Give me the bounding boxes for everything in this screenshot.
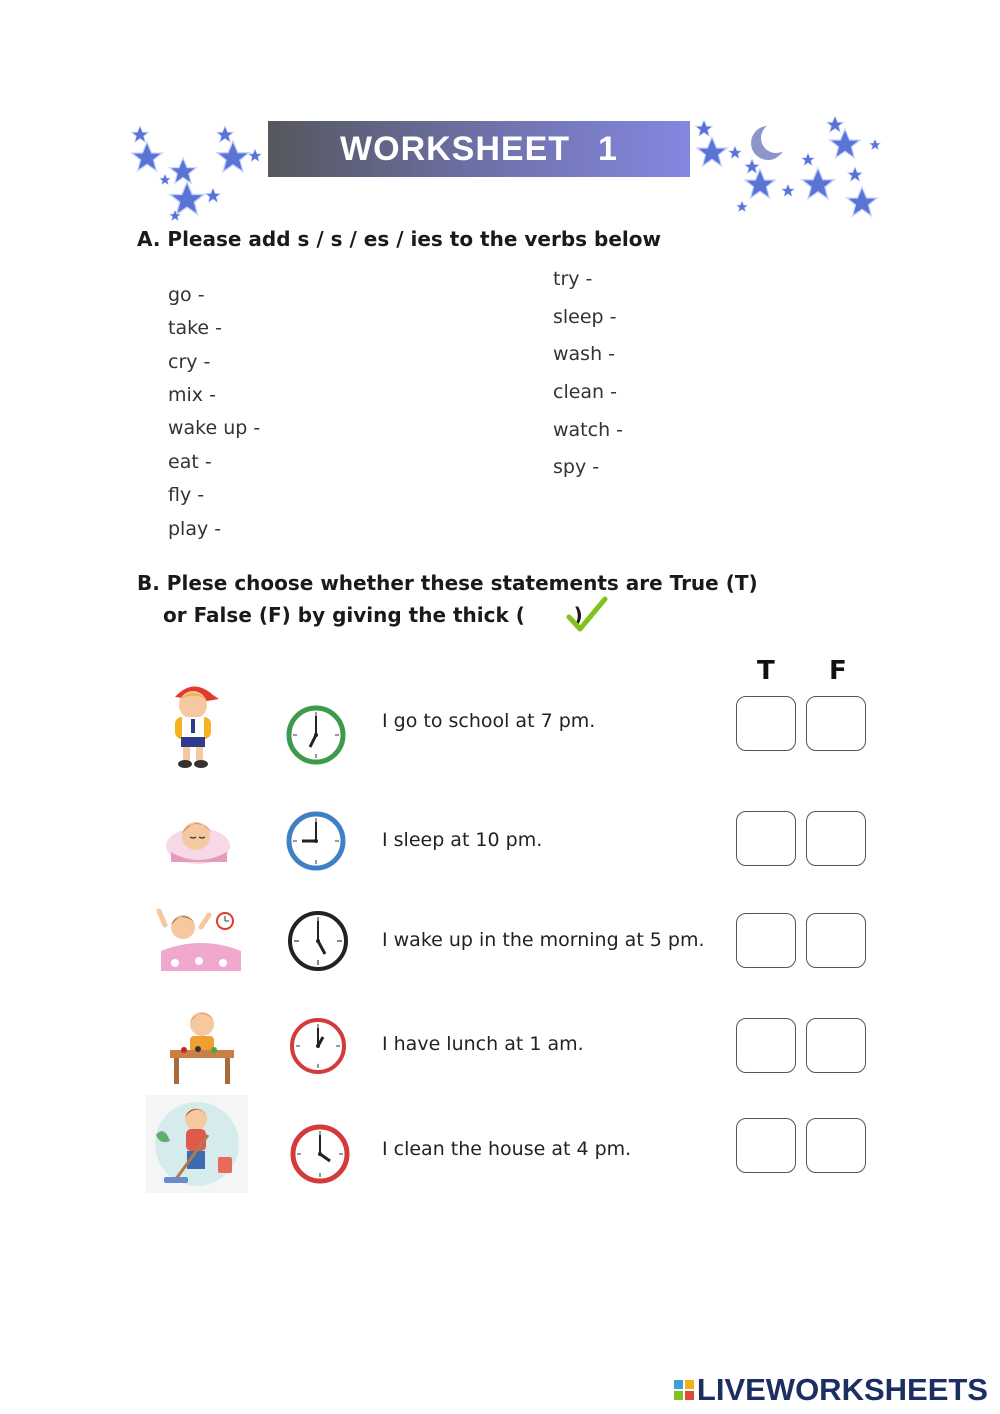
boy-cleaning-illustration [146, 1095, 248, 1193]
false-checkbox[interactable] [806, 913, 866, 968]
false-checkbox[interactable] [806, 1118, 866, 1173]
clock-icon [286, 705, 346, 765]
clock-icon [289, 1017, 347, 1075]
true-checkbox[interactable] [736, 811, 796, 866]
verb-item: wash - [553, 343, 616, 365]
statement-text: I go to school at 7 pm. [382, 710, 596, 732]
section-b-heading-line1: B. Plese choose whether these statements are True (T) [137, 571, 758, 595]
statement-text: I clean the house at 4 pm. [382, 1138, 632, 1160]
girl-waking-up-illustration [155, 905, 247, 980]
verb-item: play - [168, 518, 222, 540]
section-a-heading: A. Please add s / s / es / ies to the verbs below [137, 227, 661, 251]
verb-item: try - [553, 268, 593, 290]
statement-text: I wake up in the morning at 5 pm. [382, 929, 705, 951]
verb-item: wake up - [168, 417, 261, 439]
verb-item: take - [168, 317, 223, 339]
verb-item: fly - [168, 484, 205, 506]
clock-icon [286, 811, 346, 871]
liveworksheets-logo [674, 1372, 988, 1408]
column-true-label: T [757, 656, 775, 686]
verb-item: clean - [553, 381, 617, 403]
false-checkbox[interactable] [806, 1018, 866, 1073]
stars-right-decoration [690, 115, 885, 225]
statement-text: I have lunch at 1 am. [382, 1033, 584, 1055]
boy-lunch-illustration [166, 1006, 238, 1086]
statement-text: I sleep at 10 pm. [382, 829, 543, 851]
brand-text: LIVEWORKSHEETS [696, 1372, 988, 1407]
verb-item: watch - [553, 419, 624, 441]
true-checkbox[interactable] [736, 913, 796, 968]
true-checkbox[interactable] [736, 1018, 796, 1073]
false-checkbox[interactable] [806, 696, 866, 751]
true-checkbox[interactable] [736, 696, 796, 751]
girl-sleeping-illustration [163, 808, 233, 868]
clock-icon [287, 910, 349, 972]
true-checkbox[interactable] [736, 1118, 796, 1173]
moon-icon [751, 123, 791, 160]
stars-left-decoration [125, 120, 270, 225]
false-checkbox[interactable] [806, 811, 866, 866]
section-b-heading-line2: or False (F) by giving the thick ( ) [163, 603, 583, 627]
worksheet-title-bar [268, 121, 690, 177]
boy-school-illustration [163, 675, 223, 770]
column-false-label: F [829, 656, 847, 686]
verb-item: cry - [168, 351, 211, 373]
clock-icon [290, 1124, 350, 1184]
check-mark-icon [566, 596, 608, 636]
verb-item: mix - [168, 384, 216, 406]
verb-item: go - [168, 284, 205, 306]
verb-item: spy - [553, 456, 600, 478]
liveworksheets-logo-icon [674, 1380, 694, 1400]
worksheet-number: 1 [598, 129, 618, 168]
verb-item: eat - [168, 451, 212, 473]
verb-item: sleep - [553, 306, 617, 328]
worksheet-title: WORKSHEET [340, 129, 571, 168]
